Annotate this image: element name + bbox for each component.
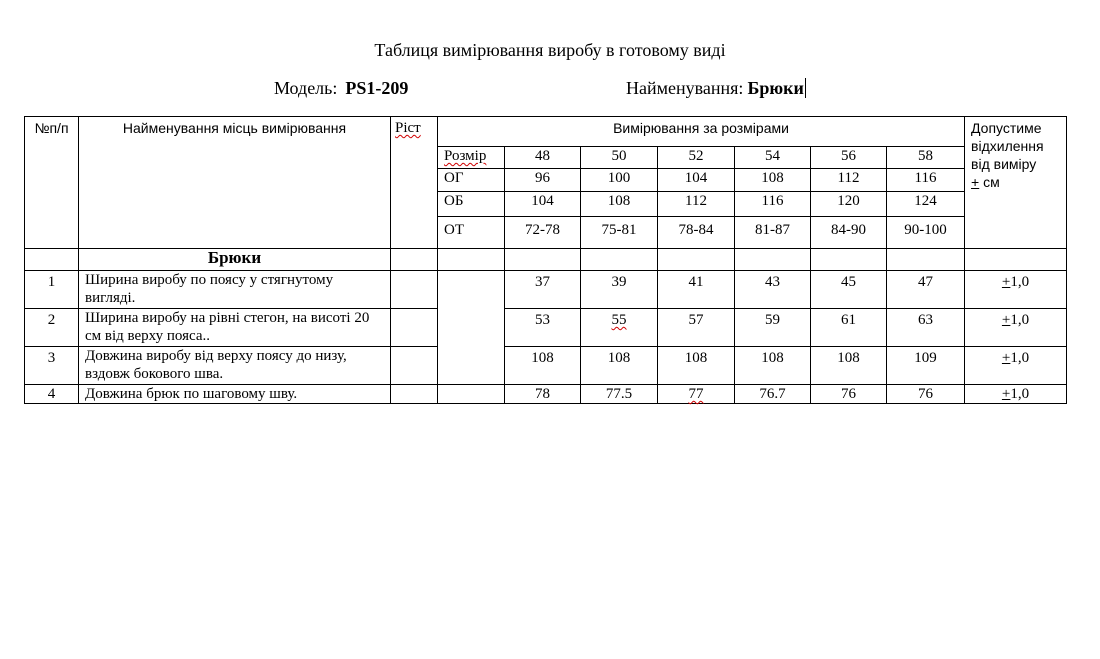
row-value: 108 <box>505 347 581 385</box>
model-line <box>274 78 408 99</box>
empty-cell <box>735 249 811 271</box>
ot-cell: 72-78 <box>505 217 581 249</box>
size-cell: 52 <box>658 147 735 169</box>
ob-cell: 124 <box>887 192 965 217</box>
empty-cell <box>811 249 887 271</box>
empty-cell <box>965 249 1067 271</box>
row-value: 53 <box>505 309 581 347</box>
row-height-cell <box>391 271 438 309</box>
row-description: Довжина виробу від верху поясу до низу, вздовж бокового шва. <box>79 347 391 385</box>
og-cell: 96 <box>505 169 581 192</box>
header-place: Найменування місць вимірювання <box>79 117 391 249</box>
og-cell: 116 <box>887 169 965 192</box>
tolerance-line-1: Допустиме <box>971 120 1042 136</box>
ot-cell: 75-81 <box>581 217 658 249</box>
ob-cell: 108 <box>581 192 658 217</box>
name-value[interactable]: Брюки <box>747 78 804 98</box>
ot-cell: 90-100 <box>887 217 965 249</box>
row-value: 63 <box>887 309 965 347</box>
row-tolerance: +1,0 <box>965 347 1067 385</box>
size-cell: 58 <box>887 147 965 169</box>
row-tolerance: +1,0 <box>965 271 1067 309</box>
og-cell: 104 <box>658 169 735 192</box>
ob-cell: 112 <box>658 192 735 217</box>
row-description: Ширина виробу на рівні стегон, на висоті 20 см від верху пояса.. <box>79 309 391 347</box>
og-cell: 108 <box>735 169 811 192</box>
og-label: ОГ <box>438 169 505 192</box>
empty-cell <box>391 249 438 271</box>
row-value: 76 <box>887 385 965 404</box>
row-value: 47 <box>887 271 965 309</box>
size-label <box>438 147 505 169</box>
empty-cell <box>438 249 505 271</box>
row-tolerance: +1,0 <box>965 309 1067 347</box>
row-value: 109 <box>887 347 965 385</box>
row-value: 41 <box>658 271 735 309</box>
row-value: 108 <box>735 347 811 385</box>
tolerance-line-3: від виміру <box>971 156 1037 172</box>
row-value: 76 <box>811 385 887 404</box>
row-number: 2 <box>25 309 79 347</box>
ob-cell: 116 <box>735 192 811 217</box>
row-label-cell <box>438 385 505 404</box>
row-number: 1 <box>25 271 79 309</box>
header-num: №п/п <box>25 117 79 249</box>
row-value: 108 <box>811 347 887 385</box>
row-value: 108 <box>581 347 658 385</box>
empty-cell <box>581 249 658 271</box>
header-row <box>25 117 1067 147</box>
size-cell: 54 <box>735 147 811 169</box>
section-title: Брюки <box>79 249 391 271</box>
ot-cell: 84-90 <box>811 217 887 249</box>
row-number: 4 <box>25 385 79 404</box>
size-label-text: Розмір <box>444 148 487 164</box>
ob-cell: 120 <box>811 192 887 217</box>
table-row <box>25 347 1067 385</box>
row-value: 59 <box>735 309 811 347</box>
row-value: 108 <box>658 347 735 385</box>
header-height-label: Ріст <box>395 120 421 136</box>
og-cell: 112 <box>811 169 887 192</box>
tolerance-unit: см <box>979 174 1000 190</box>
header-height <box>391 117 438 249</box>
row-value: 55 <box>581 309 658 347</box>
ob-label: ОБ <box>438 192 505 217</box>
tolerance-line-2: відхилення <box>971 138 1044 154</box>
row-height-cell <box>391 309 438 347</box>
empty-cell <box>658 249 735 271</box>
measurement-table <box>24 116 1067 404</box>
empty-cell <box>25 249 79 271</box>
row-tolerance: +1,0 <box>965 385 1067 404</box>
document-title: Таблиця вимірювання виробу в готовому виді <box>374 40 726 60</box>
row-value: 43 <box>735 271 811 309</box>
row-number: 3 <box>25 347 79 385</box>
row-value: 37 <box>505 271 581 309</box>
table-row <box>25 309 1067 347</box>
row-value: 77.5 <box>581 385 658 404</box>
table-row <box>25 385 1067 404</box>
table-row <box>25 271 1067 309</box>
row-height-cell <box>391 347 438 385</box>
row-value: 61 <box>811 309 887 347</box>
header-sizes: Вимірювання за розмірами <box>438 117 965 147</box>
row-value: 77 <box>658 385 735 404</box>
size-cell: 48 <box>505 147 581 169</box>
tolerance-pm: + <box>971 174 980 190</box>
ot-cell: 81-87 <box>735 217 811 249</box>
row-value: 76.7 <box>735 385 811 404</box>
ot-label: ОТ <box>438 217 505 249</box>
ob-cell: 104 <box>505 192 581 217</box>
size-cell: 50 <box>581 147 658 169</box>
empty-cell <box>887 249 965 271</box>
row-value: 39 <box>581 271 658 309</box>
model-label: Модель: <box>274 78 338 98</box>
row-description: Довжина брюк по шаговому шву. <box>79 385 391 404</box>
row-value: 45 <box>811 271 887 309</box>
og-cell: 100 <box>581 169 658 192</box>
row-label-cell <box>438 271 505 385</box>
row-height-cell <box>391 385 438 404</box>
row-value: 78 <box>505 385 581 404</box>
model-value: PS1-209 <box>345 78 409 98</box>
row-description: Ширина виробу по поясу у стягнутому вигляді. <box>79 271 391 309</box>
size-cell: 56 <box>811 147 887 169</box>
name-label: Найменування: <box>626 78 744 98</box>
name-line <box>626 78 806 99</box>
ot-cell: 78-84 <box>658 217 735 249</box>
empty-cell <box>505 249 581 271</box>
section-row <box>25 249 1067 271</box>
header-tolerance <box>965 117 1067 249</box>
row-value: 57 <box>658 309 735 347</box>
